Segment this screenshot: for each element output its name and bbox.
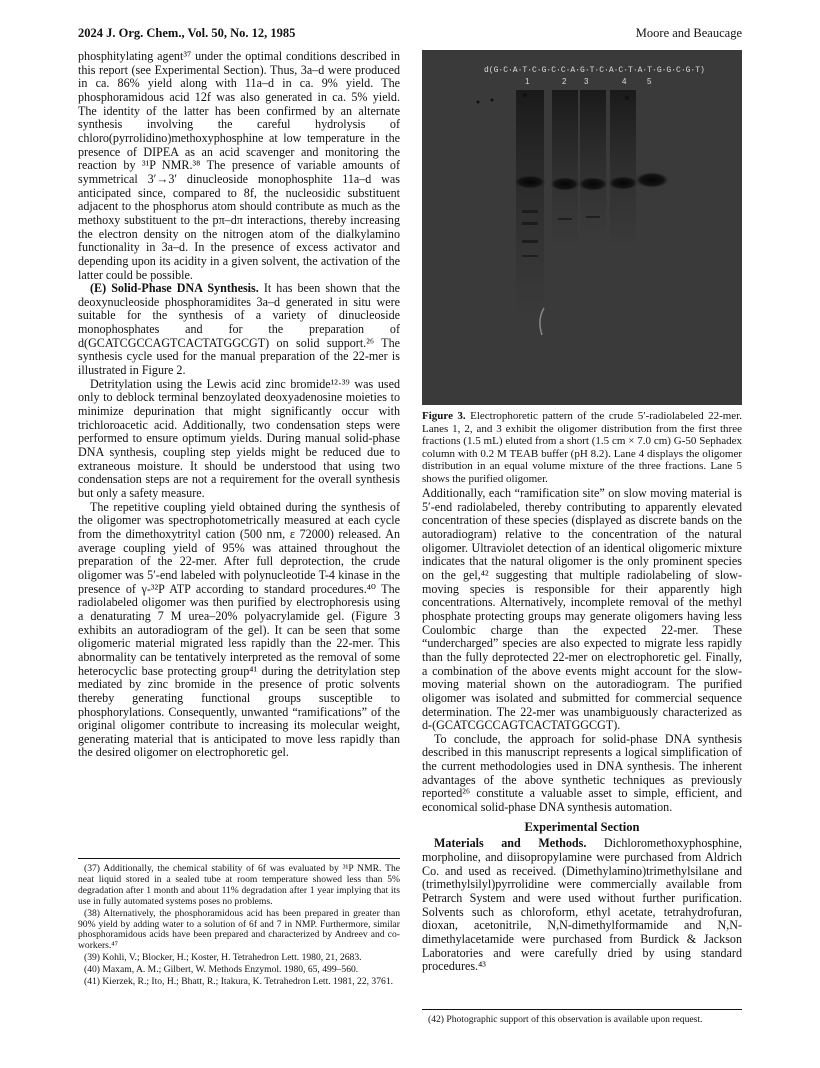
lane-4-smear xyxy=(610,90,636,250)
gel-spot xyxy=(477,101,480,104)
figure-3-autoradiogram xyxy=(422,50,742,405)
lane-1-band xyxy=(514,175,546,189)
footnote-39: (39) Kohli, V.; Blocker, H.; Koster, H. Tetrahedron Lett. 1980, 21, 2683. xyxy=(84,952,362,964)
figure-3-caption xyxy=(422,410,742,486)
experimental-section-heading: Experimental Section xyxy=(524,819,640,834)
lane-2-band xyxy=(550,177,580,191)
section-e-text-1: It has been shown that the deoxynucleoside phosphoramidites 3a–d generated in situ were suitable for the synthesis of a variety of dinucleoside monophosphates and for the preparation of d(GCATCGCCAGTCACTATGGCGT) on solid support.²⁶ The synthesis cycle used for the manual preparation of the 22-mer is illustrated in Figure 2. xyxy=(78,281,401,378)
footnote-42: (42) Photographic support of this observation is available upon request. xyxy=(428,1014,703,1025)
lane-1-minor-band xyxy=(522,222,538,225)
lane-4-band xyxy=(608,176,638,190)
lane-2-smear xyxy=(552,90,578,250)
lane-3-band xyxy=(578,177,608,191)
journal-citation: 2024 J. Org. Chem., Vol. 50, No. 12, 1985 xyxy=(78,26,296,40)
paragraph-ramification: Additionally, each “ramification site” on slow moving material is 5′-end radiolabeled, thereby contributing to apparently elevated concentration of these species (displayed as discrete bands on the autoradiogram) relative to the concentration of the natural oligomer. Ultraviolet detection of an identical oligomeric mixture indicates that the natural oligomer is the only prominent species on the gel,⁴² suggesting that multiple radiolabeling of slow-moving species is responsible for their apparently high concentrations. Alternatively, incomplete removal of the methyl phosphate protecting groups may generate oligomers having less Coulombic charge than the expected 22-mer. These “undercharged” species are also expected to migrate less rapidly than the fully deprotected 22-mer on electrophoretic gel. Finally, a combination of the above events might account for the slow-moving material shown on the autoradiogram. The purified oligomer was isolated and submitted for commercial sequence determination. The 22-mer was unambiguously characterized as d-(GCATCGCCAGTCACTATGGCGT). xyxy=(422,486,742,733)
paragraph-coupling-yield: The repetitive coupling yield obtained during the synthesis of the oligomer was spectrophotometrically measured at each cycle from the dimethoxytrityl cation (500 nm, ε 72000) released. An average coupling yield of 95% was attained throughout the preparation of the 22-mer. After full deprotection, the crude oligomer was 5′-end labeled with polynucleotide T-4 kinase in the presence of γ-³²P ATP according to standard procedures.⁴⁰ The radiolabeled oligomer was then purified by electrophoresis using a denaturating 7 M urea–20% polyacrylamide gel. (Figure 3 exhibits an autoradiogram of the gel). It can be seen that some oligomeric material migrated less rapidly than the 22-mer. This abnormality can be tentatively interpreted as the removal of some heterocyclic base protecting group⁴¹ during the detritylation step mediated by zinc bromide in the presence of protic solvents thereby generating functional groups susceptible to phosphorylations. Consequently, unwanted “ramifications” of the original oligomer contribute to increasing its molecular weight, generating material that is anticipated to move less rapidly than the desired oligomer on electrophoretic gel. xyxy=(78,499,400,760)
lane-5-band xyxy=(635,172,669,188)
figure-3-label: Figure 3. xyxy=(422,410,466,422)
lane-1-minor-band xyxy=(522,255,538,257)
sequence-label: d(G·C·A·T·C·G·C·C·A·G·T·C·A·C·T·A·T·G·G·C·G·T) xyxy=(484,66,705,75)
lane-2-minor-band xyxy=(558,218,572,220)
left-column xyxy=(78,50,400,760)
page-header xyxy=(78,26,742,44)
lane-label-3: 3 xyxy=(584,77,589,86)
footnote-40: (40) Maxam, A. M.; Gilbert, W. Methods Enzymol. 1980, 65, 499–560. xyxy=(84,964,359,976)
footnote-divider-left xyxy=(78,858,400,859)
gel-image xyxy=(422,50,742,405)
lane-3-minor-band xyxy=(586,216,600,218)
lane-label-2: 2 xyxy=(562,77,567,86)
lane-label-4: 4 xyxy=(622,77,627,86)
gel-spot xyxy=(491,99,494,102)
lane-1-smear xyxy=(516,90,544,320)
gel-spot xyxy=(625,96,629,100)
paragraph-solid-phase-intro xyxy=(78,282,400,378)
lane-label-1: 1 xyxy=(525,77,530,86)
footnote-38: (38) Alternatively, the phosphoramidous acid has been prepared in greater than 90% yield by adding water to a solution of 6f and 7 in NMP. Furthermore, similar phosphoramidous acids have been prepared and characterized by Andreev and co-workers.⁴⁷ xyxy=(78,907,400,952)
lane-1-minor-band xyxy=(522,240,538,243)
footnotes-right xyxy=(422,1015,742,1027)
footnote-divider-right xyxy=(422,1009,742,1010)
paragraph-detritylation: Detritylation using the Lewis acid zinc bromide¹²·³⁹ was used only to deblock terminal benzoylated deoxyadenosine moieties to minimize depurination that might significantly occur with trichloroacetic acid. Additionally, two condensation steps were performed to ensure optimum yields. During manual solid-phase DNA synthesis, coupling step yields might be reduced due to extraneous moisture. It should be understood that using two condensation steps are not a requirement for the overall synthesis but only a safety measure. xyxy=(78,376,400,500)
author-running-head: Moore and Beaucage xyxy=(635,26,742,40)
lane-label-5: 5 xyxy=(647,77,652,86)
paragraph-conclusion: To conclude, the approach for solid-phase DNA synthesis described in this manuscript represents a logical simplification of the current methodologies used in DNA synthesis. The inherent advantages of the above synthetic techniques as previously reported²⁶ constitute a valuable asset to simple, efficient, and economical solid-phase DNA synthesis automation. xyxy=(422,731,742,815)
paragraph-materials xyxy=(422,837,742,974)
footnote-37: (37) Additionally, the chemical stability of 6f was evaluated by ³¹P NMR. The neat liquid stored in a sealed tube at room temperature showed less than 5% degradation after 1 month and about 11% degradation after 1 year implying that its use in fully automated systems poses no problems. xyxy=(78,863,400,907)
figure-3-caption-text: Electrophoretic pattern of the crude 5′-radiolabeled 22-mer. Lanes 1, 2, and 3 exhibit the oligomer distribution from the first three fractions (1.5 mL) eluted from a short (1.5 cm × 7.0 cm) G-50 Sephadex column with 0.2 M TEAB buffer (pH 8.2). Lane 4 displays the oligomer distribution in an equal volume mixture of the three fractions. Lane 5 shows the purified oligomer. xyxy=(422,410,742,485)
paragraph-phosphitylating: phosphitylating agent³⁷ under the optimal conditions described in this report (see Experimental Section). Thus, 3a–d were produced in ca. 86% yield along with 11a–d in ca. 9% yield. The phosphoramidous acid 12f was also generated in ca. 5% yield. The identity of the latter has been confirmed by an alternate synthesis involving the careful hydrolysis of chloro(pyrrolidino)methoxyphosphine at low temperature in the presence of DIPEA as an acid scavenger and monitoring the reaction by ³¹P NMR.³⁸ The presence of variable amounts of symmetrical 3′→3′ dinucleoside monophosphite 11a–d was anticipated since, compared to 8f, the nucleosidic substituent adjacent to the phosphorus atom should contribute as much as the methoxy substituent to the pπ–dπ interactions, thereby increasing the electron density on the nitrogen atom of the dialkylamino functionality in 3a–d. In the presence of excess activator and depending upon its acidity in a given solvent, the activation of the latter could be possible. xyxy=(78,49,400,282)
footnotes-left xyxy=(78,864,400,989)
materials-text: Dichloromethoxyphosphine, morpholine, and diisopropylamine were purchased from Aldrich Co. and used as received. (Dimethylamino)trimethylsilane and (trimethylsilyl)pyrrolidine were commercially available from Petrarch System and were used without further purification. Solvents such as chloroform, ethyl acetate, tetrahydrofuran, dioxan, acetonitrile, N,N-dimethylformamide and N,N-dimethylacetamide were purchased from Burdick & Jackson Laboratories and were carefully dried by using standard procedures.⁴³ xyxy=(422,836,742,974)
section-heading-e: (E) Solid-Phase DNA Synthesis. xyxy=(90,281,259,296)
right-column xyxy=(422,487,742,974)
lane-1-minor-band xyxy=(522,210,538,213)
materials-label: Materials and Methods. xyxy=(434,836,587,851)
gel-spot xyxy=(523,93,527,97)
footnote-41: (41) Kierzek, R.; Ito, H.; Bhatt, R.; Itakura, K. Tetrahedron Lett. 1981, 22, 3761. xyxy=(84,976,394,988)
